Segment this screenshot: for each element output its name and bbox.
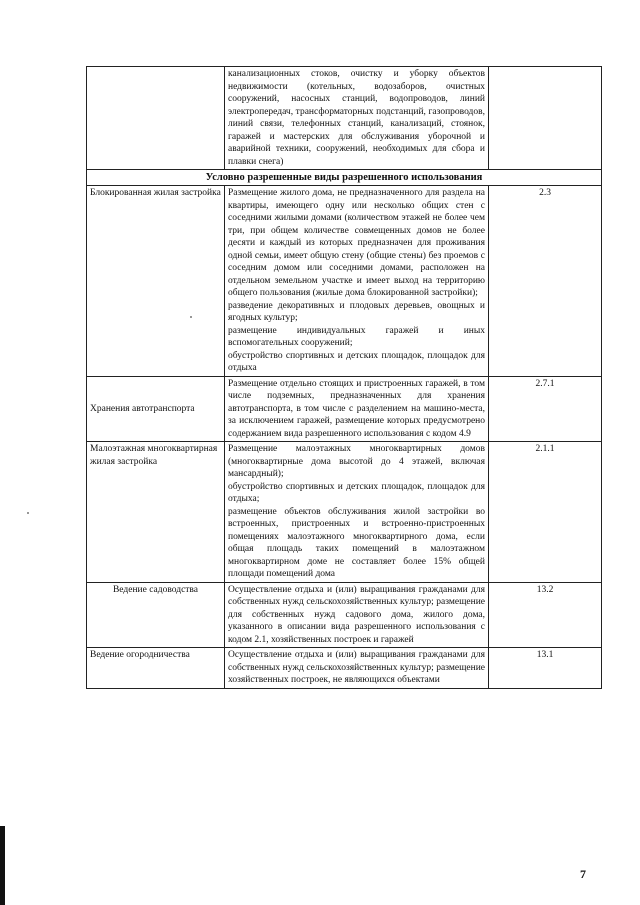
description-paragraph: размещение индивидуальных гаражей и иных вспомогательных сооружений; — [228, 325, 485, 348]
description-text: канализационных стоков, очистку и уборку объектов недвижимости (котельных, водозаборов, очистных сооружений, насосных станций, водопроводов, линий электропередач, трансформаторных подстанций, газопроводов, линий связи, телефонных станций, канализаций, стоянок, гаражей и мастерских для обслуживания уборочной и аварийной техники, сооружений, необходимых для сбора и плавки снега) — [228, 69, 485, 167]
table-row — [87, 186, 602, 377]
zoning-table — [86, 66, 602, 689]
use-name-cell: Блокированная жилая застройка — [87, 186, 225, 377]
description-cell — [225, 442, 489, 583]
table-row — [87, 582, 602, 648]
description-cell — [225, 376, 489, 442]
table-row — [87, 376, 602, 442]
name-cell-empty — [87, 67, 225, 170]
code-cell: 2.3 — [489, 186, 602, 377]
description-paragraph: Размещение жилого дома, не предназначенного для раздела на квартиры, имеющего одну или несколько общих стен с соседними жилыми домами (количеством этажей не более чем три, при общем количестве совмещенных домов не более десяти и каждый из которых предназначен для проживания одной семьи, имеет общую стену (общие стены) без проемов с соседним домом или соседними домами, расположен на отдельном земельном участке и имеет выход на территорию общего пользования (жилые дома блокированной застройки); — [228, 188, 485, 298]
scan-dot — [27, 512, 29, 514]
scan-edge-mark — [0, 826, 5, 905]
use-name-cell: Ведение огородничества — [87, 648, 225, 689]
description-paragraph: Размещение отдельно стоящих и пристроенных гаражей, в том числе подземных, предназначенных для хранения автотранспорта, в том числе с разделением на машино-места, за исключением гаражей, размещение которых предусмотрено содержанием вида разрешенного использования с кодом 4.9 — [228, 378, 485, 439]
description-cell — [225, 648, 489, 689]
description-paragraph: размещение объектов обслуживания жилой застройки во встроенных, пристроенных и встроенно-пристроенных помещениях малоэтажного многоквартирного дома, если общая площадь таких помещений в малоэтажном многоквартирном доме не составляет более 15% общей площади помещений дома — [228, 506, 485, 579]
table-row — [87, 442, 602, 583]
scan-dot — [190, 316, 192, 318]
use-name-cell: Хранения автотранспорта — [87, 376, 225, 442]
description-cell — [225, 186, 489, 377]
description-paragraph: Осуществление отдыха и (или) выращивания гражданами для собственных нужд сельскохозяйственных культур; размещение для собственных нужд садового дома, жилого дома, указанного в описании вида разрешенного использования с кодом 2.1, хозяйственных построек и гаражей — [228, 584, 485, 645]
table-row-continuation — [87, 67, 602, 170]
section-header-row — [87, 170, 602, 186]
description-cell — [225, 67, 489, 170]
code-cell: 2.1.1 — [489, 442, 602, 583]
description-cell — [225, 582, 489, 648]
code-cell: 13.1 — [489, 648, 602, 689]
description-paragraph: Осуществление отдыха и (или) выращивания гражданами для собственных нужд сельскохозяйственных культур; размещение хозяйственных построек, не являющихся объектами — [228, 650, 485, 685]
description-paragraph: обустройство спортивных и детских площадок, площадок для отдыха; — [228, 481, 485, 504]
description-paragraph: разведение декоративных и плодовых деревьев, овощных и ягодных культур; — [228, 300, 485, 323]
section-title: Условно разрешенные виды разрешенного использования — [87, 170, 602, 186]
table-row — [87, 648, 602, 689]
use-name-cell: Малоэтажная многоквартирная жилая застройка — [87, 442, 225, 583]
use-name-cell: Ведение садоводства — [87, 582, 225, 648]
description-paragraph: обустройство спортивных и детских площадок, площадок для отдыха — [228, 350, 485, 373]
code-cell: 13.2 — [489, 582, 602, 648]
description-paragraph: Размещение малоэтажных многоквартирных домов (многоквартирные дома высотой до 4 этажей, включая мансардный); — [228, 444, 485, 479]
code-cell: 2.7.1 — [489, 376, 602, 442]
page-number: 7 — [580, 867, 586, 881]
code-cell-empty — [489, 67, 602, 170]
